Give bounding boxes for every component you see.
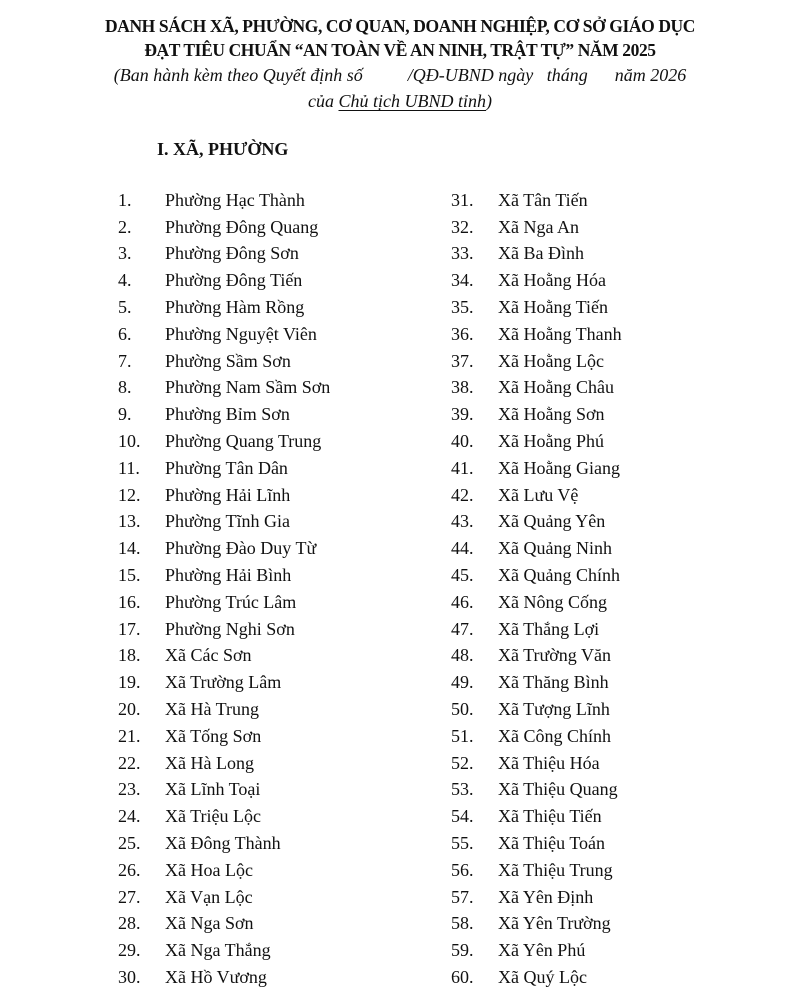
list-item: [118, 509, 330, 536]
list-item: [118, 375, 330, 402]
list-item: [451, 723, 622, 750]
list-item: [451, 803, 622, 830]
list-item-number: 23.: [118, 779, 141, 800]
list-item-name: Xã Trường Văn: [498, 645, 611, 666]
list-item-number: 29.: [118, 940, 141, 961]
list-item-number: 30.: [118, 967, 141, 987]
list-item-name: Xã Tân Tiến: [498, 189, 588, 210]
list-item-number: 40.: [451, 431, 474, 452]
list-item: [118, 348, 330, 375]
list-item-number: 27.: [118, 886, 141, 907]
list-item: [451, 187, 622, 214]
list-item-name: Xã Thiệu Trung: [498, 859, 613, 880]
list-item-name: Xã Hoằng Tiến: [498, 297, 609, 318]
list-item: [118, 750, 330, 777]
section-title: I. XÃ, PHƯỜNG: [157, 139, 289, 159]
list-item: [451, 884, 622, 911]
list-item: [451, 214, 622, 241]
list-item-number: 25.: [118, 833, 141, 854]
list-item: [118, 857, 330, 884]
list-item-number: 39.: [451, 404, 474, 425]
list-item-number: 50.: [451, 699, 474, 720]
list-item: [451, 509, 622, 536]
list-item-name: Phường Quang Trung: [165, 431, 322, 452]
document-title-line-2: ĐẠT TIÊU CHUẨN “AN TOÀN VỀ AN NINH, TRẬT TỰ” NĂM 2025: [144, 40, 656, 60]
list-item-number: 8.: [118, 377, 132, 398]
list-item-name: Xã Lĩnh Toại: [165, 779, 261, 800]
list-item-name: Xã Tượng Lĩnh: [498, 699, 610, 720]
list-item-number: 43.: [451, 511, 474, 532]
list-item-name: Xã Vạn Lộc: [165, 886, 253, 907]
list-item-number: 9.: [118, 404, 132, 425]
list-item: [118, 267, 330, 294]
list-item: [118, 187, 330, 214]
list-item: [118, 589, 330, 616]
list-item: [118, 241, 330, 268]
list-item-name: Xã Thiệu Tiến: [498, 806, 602, 827]
list-item-name: Xã Đông Thành: [165, 833, 281, 854]
list-item-name: Phường Sầm Sơn: [165, 350, 291, 371]
document-subtitle-line-1: (Ban hành kèm theo Quyết định số /QĐ-UBND ngày tháng năm 2026: [113, 65, 687, 85]
list-item-name: Xã Hoằng Thanh: [498, 323, 622, 344]
subtitle-issuer: Chủ tịch UBND tỉnh: [338, 91, 486, 111]
list-item: [118, 482, 330, 509]
list-item-number: 51.: [451, 725, 474, 746]
list-item: [451, 455, 622, 482]
list-item-number: 33.: [451, 243, 474, 264]
list-item-name: Xã Các Sơn: [165, 645, 252, 666]
list-item-number: 24.: [118, 806, 141, 827]
list-item-name: Xã Quảng Chính: [498, 565, 620, 586]
list-item-number: 36.: [451, 323, 474, 344]
list-item-name: Phường Hàm Rồng: [165, 297, 305, 318]
list-item-number: 3.: [118, 243, 132, 264]
list-item-number: 5.: [118, 297, 132, 318]
list-item-name: Xã Hoằng Lộc: [498, 350, 604, 371]
list-item-number: 4.: [118, 270, 132, 291]
list-item: [451, 643, 622, 670]
list-item-name: Phường Tĩnh Gia: [165, 511, 290, 532]
list-item-name: Xã Hoằng Sơn: [498, 404, 605, 425]
document-title-line-1: DANH SÁCH XÃ, PHƯỜNG, CƠ QUAN, DOANH NGHIỆP, CƠ SỞ GIÁO DỤC: [104, 16, 696, 36]
list-item: [451, 937, 622, 964]
list-item-number: 55.: [451, 833, 474, 854]
list-item-number: 34.: [451, 270, 474, 291]
list-item-name: Phường Nguyệt Viên: [165, 323, 317, 344]
list-item-number: 57.: [451, 886, 474, 907]
list-item: [118, 937, 330, 964]
list-item: [451, 911, 622, 938]
list-item-name: Xã Công Chính: [498, 725, 612, 746]
list-item-name: Xã Thiệu Quang: [498, 779, 618, 800]
list-item-name: Xã Yên Định: [498, 886, 594, 907]
list-item-number: 32.: [451, 216, 474, 237]
list-item-number: 18.: [118, 645, 141, 666]
list-item-number: 44.: [451, 538, 474, 559]
list-item: [118, 884, 330, 911]
list-item-name: Xã Trường Lâm: [165, 672, 282, 693]
list-item: [451, 777, 622, 804]
list-item: [451, 482, 622, 509]
list-item-name: Xã Thắng Lợi: [498, 618, 600, 639]
list-item-number: 12.: [118, 484, 141, 505]
list-item-name: Phường Hải Bình: [165, 565, 292, 586]
list-item: [451, 562, 622, 589]
list-item-number: 37.: [451, 350, 474, 371]
list-item-name: Xã Thiệu Hóa: [498, 752, 600, 773]
list-item-name: Xã Hoằng Phú: [498, 431, 604, 452]
list-item-number: 38.: [451, 377, 474, 398]
list-left-column: [118, 187, 330, 991]
list-item-number: 22.: [118, 752, 141, 773]
list-item-number: 35.: [451, 297, 474, 318]
list-item-number: 41.: [451, 457, 474, 478]
list-item-name: Xã Quý Lộc: [498, 967, 587, 987]
list-item-number: 49.: [451, 672, 474, 693]
list-item-name: Xã Hà Trung: [165, 699, 260, 720]
list-item-name: Xã Ba Đình: [498, 243, 584, 264]
subtitle-prefix: của: [308, 91, 339, 111]
list-item: [118, 535, 330, 562]
list-item-name: Xã Yên Phú: [498, 940, 586, 961]
list-item: [451, 696, 622, 723]
list-item: [451, 589, 622, 616]
list-item-name: Phường Bỉm Sơn: [165, 404, 290, 425]
list-item: [118, 214, 330, 241]
list-item: [118, 643, 330, 670]
list-item-number: 10.: [118, 431, 141, 452]
list-item-name: Xã Thăng Bình: [498, 672, 609, 693]
list-item-name: Phường Đào Duy Từ: [165, 538, 317, 559]
list-item: [118, 723, 330, 750]
subtitle-suffix: ): [486, 91, 492, 111]
list-item-number: 2.: [118, 216, 132, 237]
list-item-name: Xã Hồ Vương: [165, 967, 267, 987]
list-item: [451, 616, 622, 643]
list-item-name: Phường Đông Quang: [165, 216, 319, 237]
list-item-number: 28.: [118, 913, 141, 934]
list-item-number: 26.: [118, 859, 141, 880]
list-item: [451, 535, 622, 562]
list-item: [451, 964, 622, 991]
list-item-number: 46.: [451, 591, 474, 612]
list-item: [118, 455, 330, 482]
document-header: [0, 14, 786, 114]
list-item-name: Xã Nga An: [498, 216, 579, 237]
list-item-name: Xã Quảng Yên: [498, 511, 606, 532]
list-item-name: Phường Trúc Lâm: [165, 591, 297, 612]
list-item: [118, 964, 330, 991]
list-item-name: Xã Hoằng Giang: [498, 457, 620, 478]
list-item: [451, 830, 622, 857]
list-item-name: Xã Nga Sơn: [165, 913, 254, 934]
list-item: [118, 616, 330, 643]
list-item-number: 19.: [118, 672, 141, 693]
list-item: [118, 562, 330, 589]
list-item-name: Xã Nga Thắng: [165, 940, 271, 961]
list-item-number: 15.: [118, 565, 141, 586]
list-item-number: 7.: [118, 350, 132, 371]
list-item-name: Xã Yên Trường: [498, 913, 611, 934]
list-item: [118, 803, 330, 830]
list-item-name: Xã Thiệu Toán: [498, 833, 606, 854]
list-item: [118, 777, 330, 804]
list-item-name: Xã Tống Sơn: [165, 725, 262, 746]
list-item-number: 59.: [451, 940, 474, 961]
list-item: [451, 375, 622, 402]
list-item: [451, 321, 622, 348]
list-item-number: 21.: [118, 725, 141, 746]
list-item-number: 1.: [118, 189, 132, 210]
list-item: [451, 348, 622, 375]
list-item: [118, 830, 330, 857]
list-item-number: 52.: [451, 752, 474, 773]
list-item-number: 17.: [118, 618, 141, 639]
list-item-name: Phường Tân Dân: [165, 457, 288, 478]
list-item: [118, 428, 330, 455]
list-item-name: Phường Nghi Sơn: [165, 618, 295, 639]
list-item: [118, 294, 330, 321]
list-item-number: 11.: [118, 457, 140, 478]
list-item-name: Xã Hoằng Châu: [498, 377, 614, 398]
list-item-number: 20.: [118, 699, 141, 720]
list-item: [451, 294, 622, 321]
list-item-number: 54.: [451, 806, 474, 827]
list-item: [118, 669, 330, 696]
list-item-name: Phường Hạc Thành: [165, 189, 305, 210]
list-item: [451, 267, 622, 294]
list-item-name: Xã Nông Cống: [498, 591, 607, 612]
list-item-name: Phường Đông Tiến: [165, 270, 303, 291]
list-item-number: 14.: [118, 538, 141, 559]
list-item: [118, 696, 330, 723]
list-item: [451, 750, 622, 777]
list-item: [451, 857, 622, 884]
list-item: [118, 401, 330, 428]
list-right-column: [451, 187, 622, 991]
list-item-number: 53.: [451, 779, 474, 800]
list-item-name: Phường Hải Lĩnh: [165, 484, 291, 505]
document-subtitle-line-2: [0, 88, 786, 114]
list-item-number: 60.: [451, 967, 474, 987]
list-item-number: 31.: [451, 189, 474, 210]
list-item-name: Phường Nam Sầm Sơn: [165, 377, 331, 398]
list-item-name: Xã Hoằng Hóa: [498, 270, 606, 291]
list-item: [118, 911, 330, 938]
list-item-name: Phường Đông Sơn: [165, 243, 299, 264]
list-item-number: 45.: [451, 565, 474, 586]
list-item: [451, 428, 622, 455]
list-item-number: 48.: [451, 645, 474, 666]
list-item-name: Xã Hoa Lộc: [165, 859, 253, 880]
list-item: [451, 241, 622, 268]
list-item-name: Xã Hà Long: [165, 752, 254, 773]
list-item-name: Xã Quảng Ninh: [498, 538, 612, 559]
list-item-number: 6.: [118, 323, 132, 344]
list-item-number: 58.: [451, 913, 474, 934]
list-item: [451, 401, 622, 428]
list-item: [451, 669, 622, 696]
list-item-number: 16.: [118, 591, 141, 612]
list-item: [118, 321, 330, 348]
list-item-name: Xã Triệu Lộc: [165, 806, 261, 827]
list-item-number: 42.: [451, 484, 474, 505]
list-item-number: 56.: [451, 859, 474, 880]
list-item-number: 13.: [118, 511, 141, 532]
list-item-number: 47.: [451, 618, 474, 639]
list-item-name: Xã Lưu Vệ: [498, 484, 579, 505]
